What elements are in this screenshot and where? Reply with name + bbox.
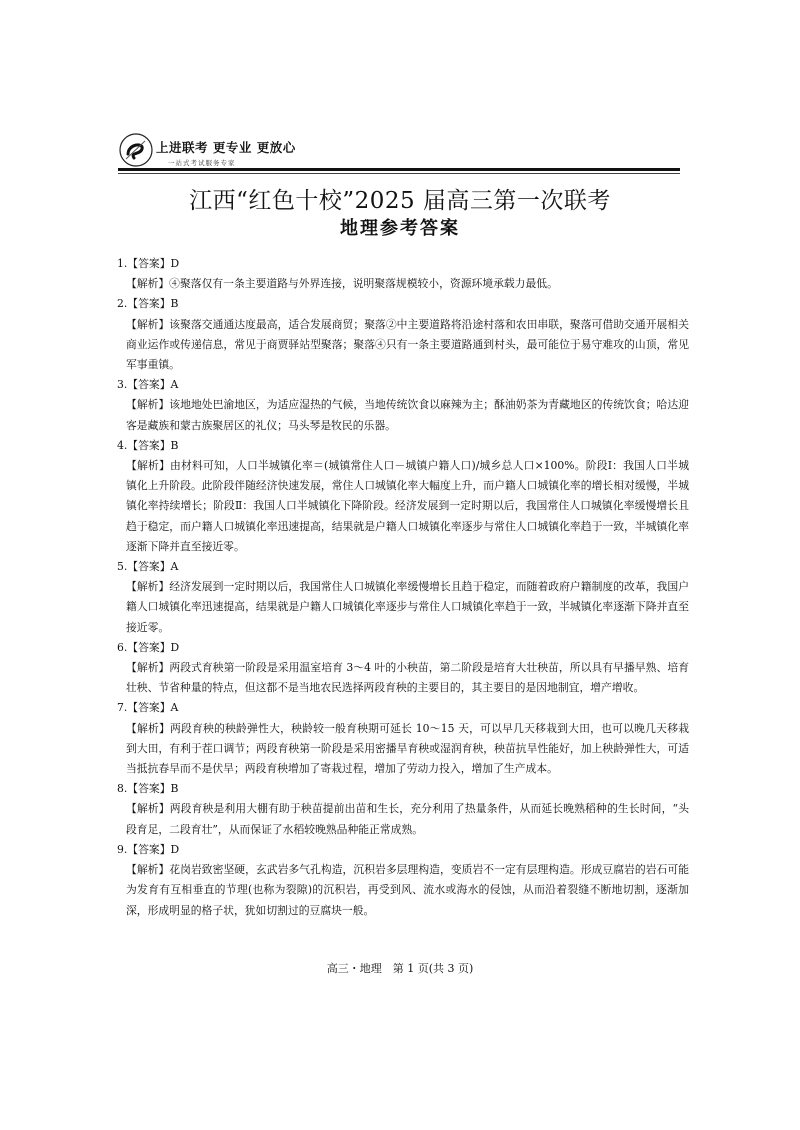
explanation-text: 【解析】两段式育秧第一阶段是采用温室培育 3～4 叶的小秧苗，第二阶段是培育大壮秧苗，所以具有早播早熟、培育壮秧、节省种量的特点，但这都不是当地农民选择两段育秧的主要目的，其主要目的是因地制宜，增产增收。: [126, 661, 689, 695]
question-item: [117, 254, 689, 294]
explanation-text: 【解析】该地地处巴渝地区，为适应湿热的气候，当地传统饮食以麻辣为主；酥油奶茶为青藏地区的传统饮食；哈达迎客是藏族和蒙古族聚居区的礼仪；马头琴是牧民的乐器。: [126, 398, 689, 432]
page-title: 江西“红色十校”2025 届高三第一次联考: [189, 188, 611, 214]
answer-line: 7.【答案】A: [117, 701, 179, 715]
answer-line: 5.【答案】A: [117, 560, 179, 574]
explanation-text: 【解析】经济发展到一定时期以后，我国常住人口城镇化率缓慢增长且趋于稳定，而随着政府户籍制度的改革，我国户籍人口城镇化率迅速提高，结果就是户籍人口城镇化率逐步与常住人口城镇化率趋于一致，半城镇化率逐渐下降并直至接近零。: [126, 580, 689, 634]
question-item: [117, 557, 689, 638]
header-rule: [118, 168, 680, 171]
header-rule-thin: [118, 173, 680, 174]
answer-line: 8.【答案】B: [117, 782, 179, 796]
answer-line: 4.【答案】B: [117, 438, 179, 452]
question-item: [117, 840, 689, 921]
explanation-text: 【解析】两段育秧的秧龄弹性大，秧龄较一般育秧期可延长 10～15 天，可以早几天移栽到大田，也可以晚几天移栽到大田，有利于茬口调节；两段育秧第一阶段是采用密播旱育秧或湿润育秧，秧苗抗旱性能好，加上秧龄弹性大，可适当抵抗春旱而不是伏旱；两段育秧增加了寄栽过程，增加了劳动力投入，增加了生产成本。: [126, 721, 689, 776]
explanation-text: 【解析】该聚落交通通达度最高，适合发展商贸；聚落②中主要道路将沿途村落和农田串联，聚落可借助交通开展相关商业运作或传递信息，常见于商贾驿站型聚落；聚落④只有一条主要道路通到村头，最可能位于易守难攻的山顶，常见军事重镇。: [126, 317, 689, 372]
brand-slogan: 上进联考 更专业 更放心: [156, 140, 296, 155]
page-footer: 高三・地理 第 1 页(共 3 页): [326, 962, 474, 975]
header-brand: [118, 132, 678, 172]
answer-line: 9.【答案】D: [117, 842, 180, 856]
answer-line: 6.【答案】D: [117, 640, 180, 654]
question-item: [117, 638, 689, 699]
question-item: [117, 294, 689, 375]
explanation-text: 【解析】花岗岩致密坚硬，玄武岩多气孔构造，沉积岩多层理构造，变质岩不一定有层理构造。形成豆腐岩的岩石可能为发育有互相垂直的节理(也称为裂隙)的沉积岩，再受到风、流水或海水的侵蚀，从而沿着裂缝不断地切割，逐渐加深，形成明显的格子状，犹如切割过的豆腐块一般。: [126, 863, 689, 917]
question-item: [117, 779, 689, 840]
answer-line: 3.【答案】A: [117, 378, 179, 392]
explanation-text: 【解析】两段育秧是利用大棚有助于秧苗提前出苗和生长，充分利用了热量条件，从而延长晚熟稻种的生长时间，“头段育足，二段育壮”，从而保证了水稻较晚熟品种能正常成熟。: [126, 802, 689, 836]
answer-line: 2.【答案】B: [117, 297, 179, 311]
brand-tagline: 一站式考试服务专家: [168, 159, 236, 167]
explanation-text: 【解析】④聚落仅有一条主要道路与外界连接，说明聚落规模较小，资源环境承载力最低。: [126, 277, 558, 291]
question-item: [117, 698, 689, 779]
answer-line: 1.【答案】D: [117, 257, 180, 270]
question-item: [117, 436, 689, 557]
page-subtitle: 地理参考答案: [340, 218, 460, 239]
explanation-text: 【解析】由材料可知，人口半城镇化率＝(城镇常住人口－城镇户籍人口)/城乡总人口×100%。阶段Ⅰ：我国人口半城镇化上升阶段。此阶段伴随经济快速发展，常住人口城镇化率大幅度上升，而户籍人口城镇化率的增长相对缓慢，半城镇化率持续增长；阶段Ⅱ：我国人口半城镇化下降阶段。经济发展到一定时期以后，我国常住人口城镇化率缓慢增长且趋于稳定，而户籍人口城镇化率迅速提高，结果就是户籍人口城镇化率逐步与常住人口城镇化率趋于一致，半城镇化率逐渐下降并直至接近零。: [126, 459, 689, 553]
question-item: [117, 375, 689, 436]
answer-list: [117, 254, 689, 921]
brand-logo-icon: [118, 132, 154, 168]
